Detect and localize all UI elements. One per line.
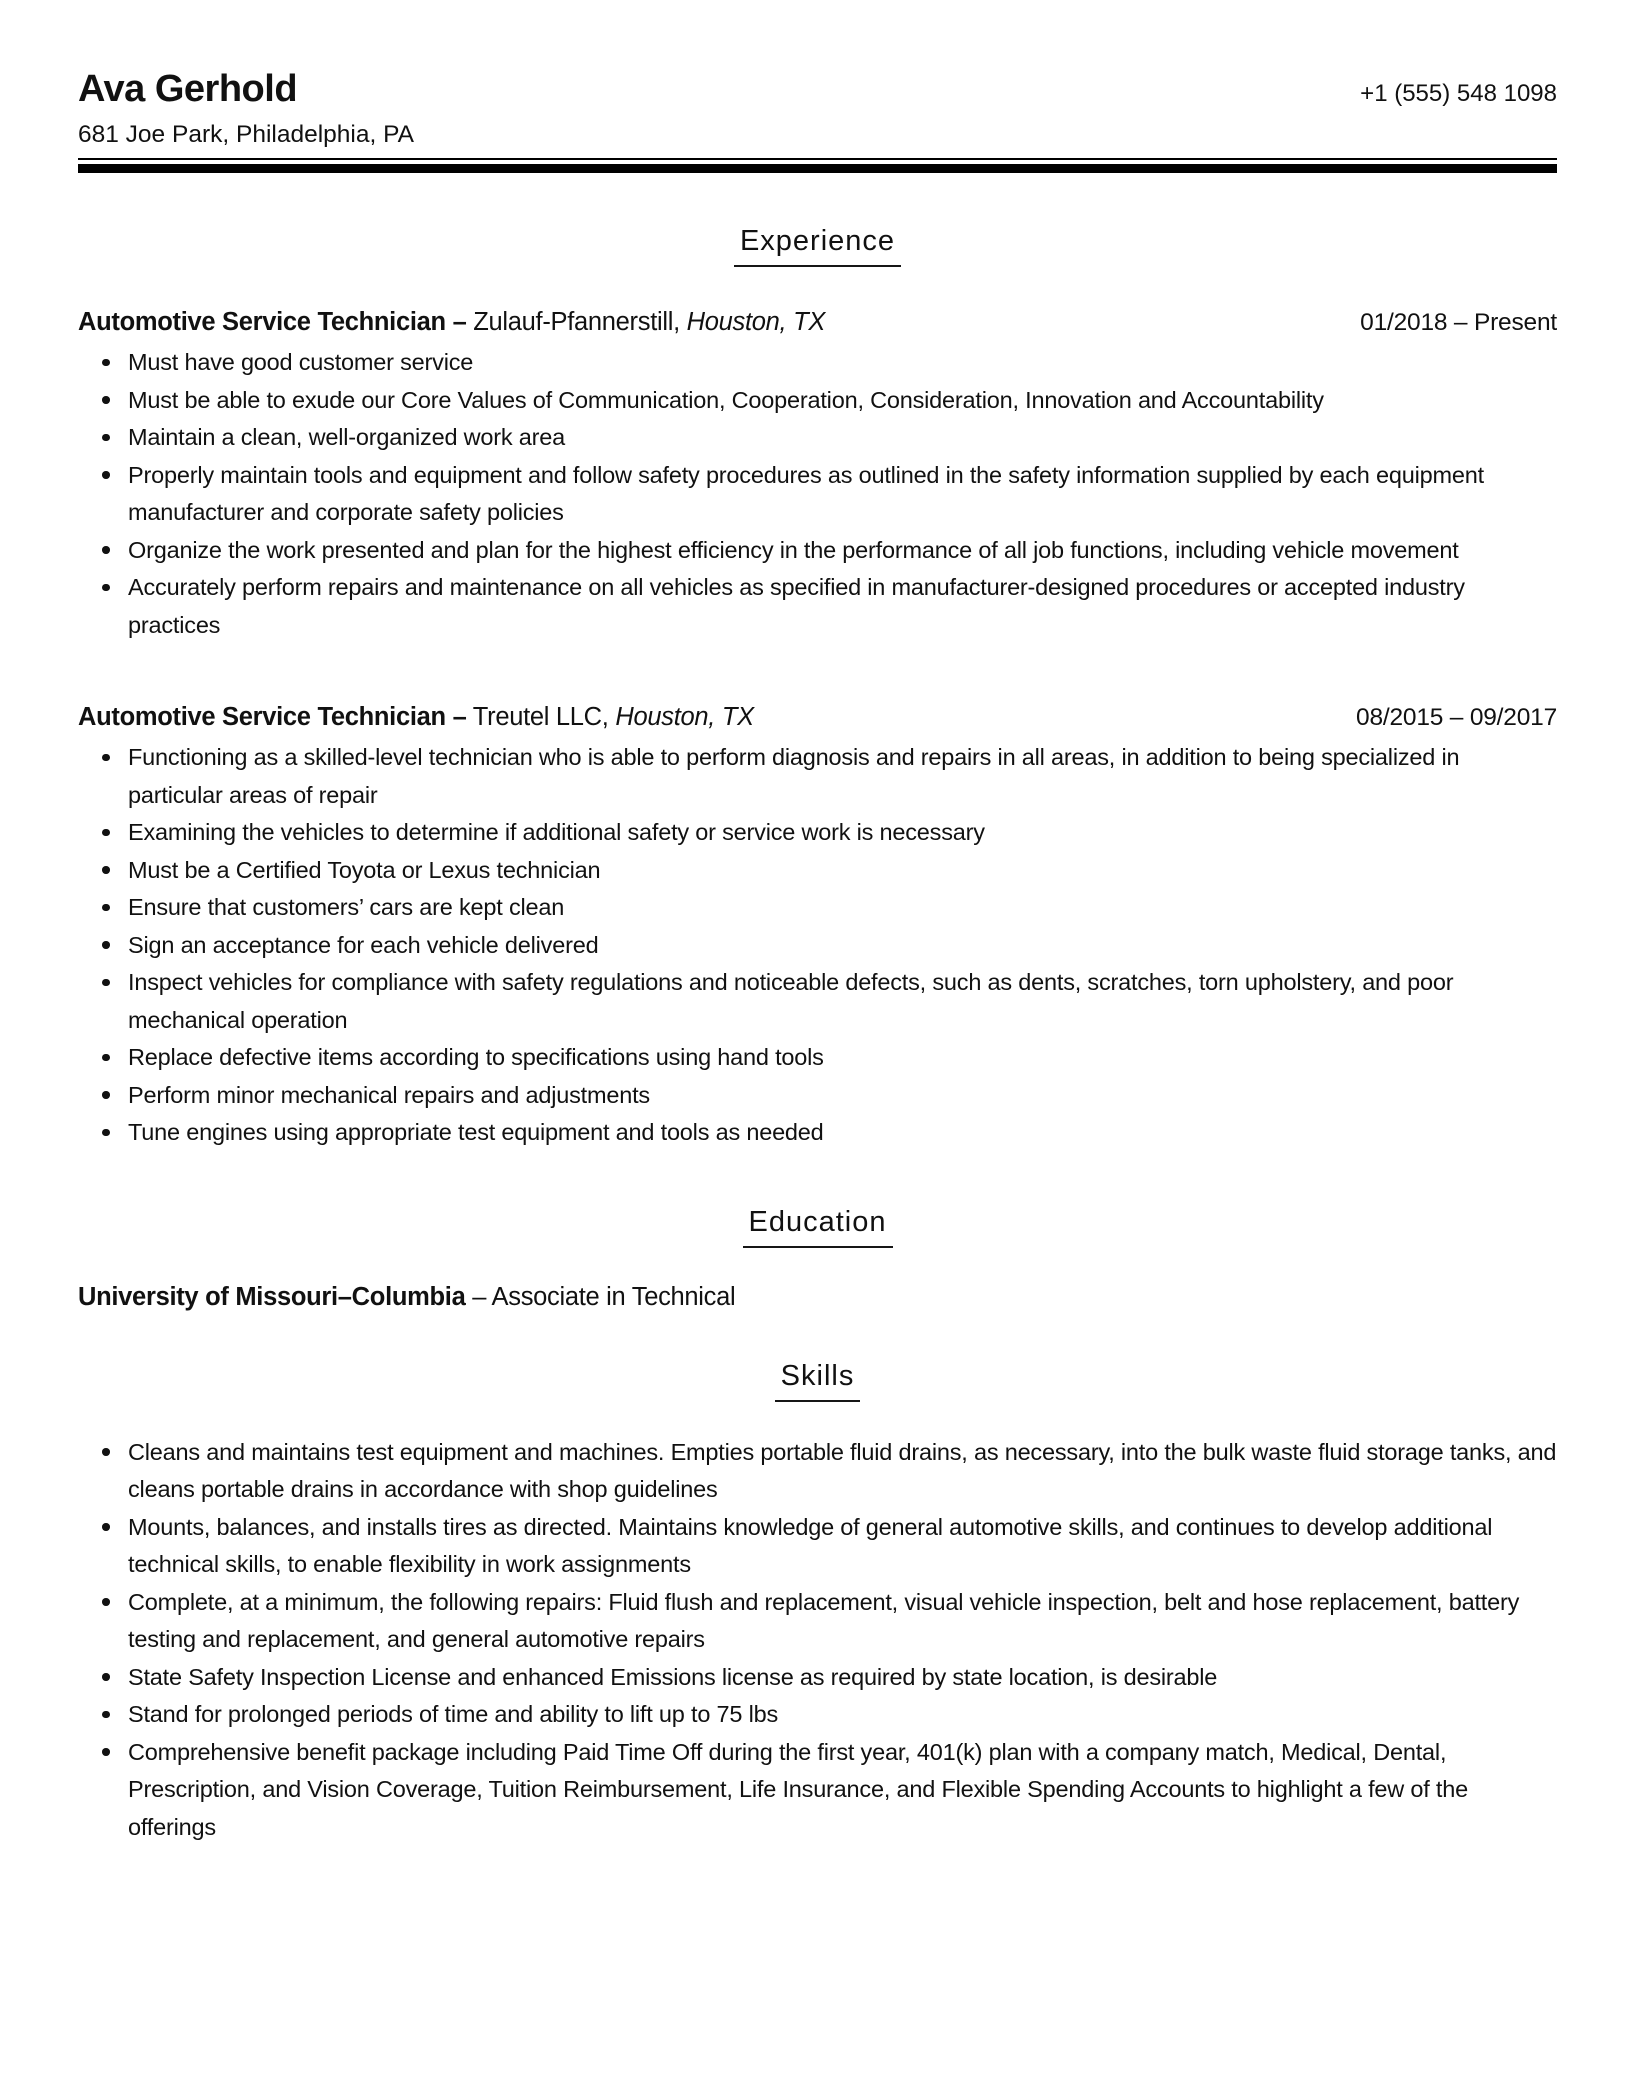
education-school: University of Missouri–Columbia bbox=[78, 1282, 466, 1311]
job-company: Zulauf-Pfannerstill, bbox=[473, 308, 680, 337]
job-dates: 08/2015 – 09/2017 bbox=[1356, 704, 1557, 732]
bullet-item: Examining the vehicles to determine if additional safety or service work is necessary bbox=[128, 814, 1557, 852]
education-heading: Education bbox=[743, 1208, 893, 1248]
job-dates: 01/2018 – Present bbox=[1360, 309, 1557, 337]
bullet-item: Stand for prolonged periods of time and ability to lift up to 75 lbs bbox=[128, 1696, 1557, 1734]
bullet-item: Ensure that customers’ cars are kept clean bbox=[128, 889, 1557, 927]
skills-heading: Skills bbox=[775, 1362, 861, 1402]
bullet-item: Tune engines using appropriate test equipment and tools as needed bbox=[128, 1114, 1557, 1152]
job-title-line bbox=[78, 307, 825, 339]
bullet-item: Accurately perform repairs and maintenance on all vehicles as specified in manufacturer-designed procedures or accepted industry practices bbox=[128, 569, 1557, 644]
header-rule-thick bbox=[78, 164, 1557, 173]
education-separator: – bbox=[472, 1282, 487, 1311]
job-title: Automotive Service Technician bbox=[78, 703, 446, 732]
bullet-item: Cleans and maintains test equipment and machines. Empties portable fluid drains, as necessary, into the bulk waste fluid storage tanks, and cleans portable drains in accordance with shop guidelines bbox=[128, 1434, 1557, 1509]
job-title: Automotive Service Technician bbox=[78, 308, 446, 337]
phone-number: +1 (555) 548 1098 bbox=[1360, 80, 1557, 107]
bullet-item: Organize the work presented and plan for the highest efficiency in the performance of all job functions, including vehicle movement bbox=[128, 532, 1557, 570]
bullet-item: State Safety Inspection License and enhanced Emissions license as required by state location, is desirable bbox=[128, 1659, 1557, 1697]
education-degree: Associate in Technical bbox=[491, 1282, 736, 1311]
bullet-item: Must be able to exude our Core Values of Communication, Cooperation, Consideration, Innovation and Accountability bbox=[128, 382, 1557, 420]
job-title-separator: – bbox=[452, 308, 467, 337]
bullet-item: Maintain a clean, well-organized work area bbox=[128, 419, 1557, 457]
skills-bullet-list bbox=[78, 1434, 1557, 1847]
job-bullet-list bbox=[78, 739, 1557, 1152]
bullet-item: Must be a Certified Toyota or Lexus technician bbox=[128, 852, 1557, 890]
bullet-item: Complete, at a minimum, the following repairs: Fluid flush and replacement, visual vehicle inspection, belt and hose replacement, battery testing and replacement, and general automotive repairs bbox=[128, 1584, 1557, 1659]
bullet-item: Replace defective items according to specifications using hand tools bbox=[128, 1039, 1557, 1077]
address: 681 Joe Park, Philadelphia, PA bbox=[78, 120, 414, 148]
experience-section-head bbox=[78, 227, 1557, 267]
job-bullet-list bbox=[78, 344, 1557, 644]
job-company: Treutel LLC, bbox=[472, 703, 609, 732]
bullet-item: Must have good customer service bbox=[128, 344, 1557, 382]
resume-header bbox=[78, 68, 1557, 111]
job-header bbox=[78, 307, 1557, 339]
person-name: Ava Gerhold bbox=[78, 68, 298, 110]
header-rule-thin bbox=[78, 158, 1557, 161]
education-entry bbox=[78, 1282, 1557, 1314]
bullet-item: Sign an acceptance for each vehicle delivered bbox=[128, 927, 1557, 965]
experience-heading: Experience bbox=[734, 227, 901, 267]
skills-section-head bbox=[78, 1359, 1557, 1402]
bullet-item: Comprehensive benefit package including Paid Time Off during the first year, 401(k) plan with a company match, Medical, Dental, Prescription, and Vision Coverage, Tuition Reimbursement, Life Insurance, and Flexible Spending Accounts to highlight a few of the offerings bbox=[128, 1734, 1557, 1847]
education-section-head bbox=[78, 1205, 1557, 1248]
job-title-line bbox=[78, 702, 754, 734]
job-title-separator: – bbox=[452, 703, 467, 732]
bullet-item: Mounts, balances, and installs tires as directed. Maintains knowledge of general automotive skills, and continues to develop additional technical skills, to enable flexibility in work assignments bbox=[128, 1509, 1557, 1584]
bullet-item: Functioning as a skilled-level technician who is able to perform diagnosis and repairs in all areas, in addition to being specialized in particular areas of repair bbox=[128, 739, 1557, 814]
bullet-item: Properly maintain tools and equipment and follow safety procedures as outlined in the safety information supplied by each equipment manufacturer and corporate safety policies bbox=[128, 457, 1557, 532]
job-location: Houston, TX bbox=[686, 308, 826, 337]
job-location: Houston, TX bbox=[615, 703, 754, 732]
bullet-item: Inspect vehicles for compliance with safety regulations and noticeable defects, such as dents, scratches, torn upholstery, and poor mechanical operation bbox=[128, 964, 1557, 1039]
bullet-item: Perform minor mechanical repairs and adjustments bbox=[128, 1077, 1557, 1115]
job-header bbox=[78, 702, 1557, 734]
